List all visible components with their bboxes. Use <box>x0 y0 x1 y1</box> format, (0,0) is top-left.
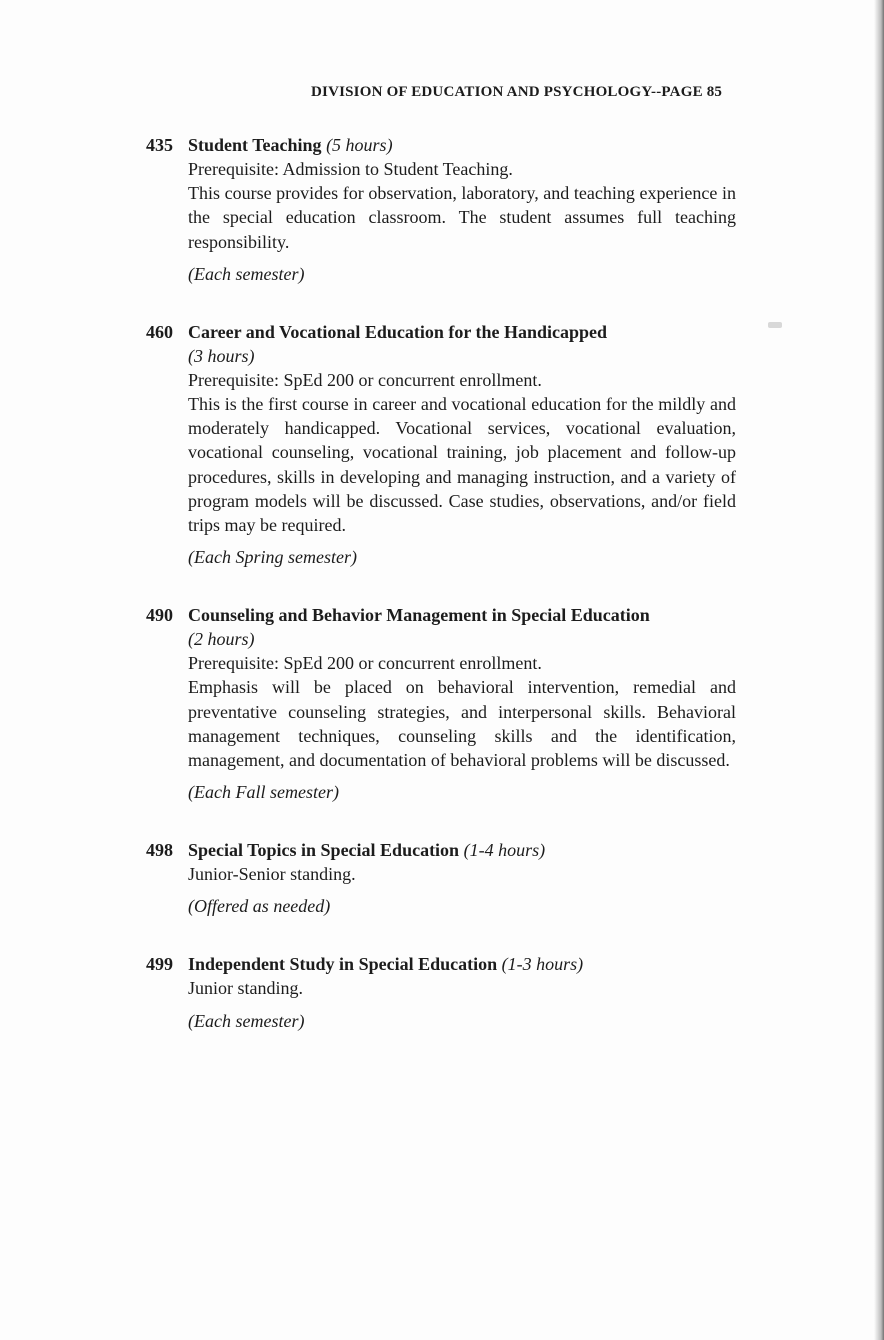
course-title: Special Topics in Special Education <box>188 840 460 861</box>
course-prerequisite: Junior-Senior standing. <box>188 864 356 885</box>
course-prerequisite: Prerequisite: SpEd 200 or concurrent enrollment. <box>188 369 542 390</box>
course-offering: (Offered as needed) <box>188 896 331 917</box>
course-offering: (Each Spring semester) <box>188 547 357 568</box>
course-description: This course provides for observation, laboratory, and teaching experience in the special education classroom. The student assumes full teaching responsibility. <box>188 183 736 252</box>
course-title-line <box>188 320 736 344</box>
course-title-line <box>188 838 736 862</box>
course-435 <box>146 133 746 286</box>
course-list <box>146 133 746 1063</box>
course-number: 498 <box>146 840 173 861</box>
course-offering: (Each semester) <box>188 1010 305 1031</box>
course-body <box>188 320 736 569</box>
course-title: Counseling and Behavior Management in Special Education <box>188 605 650 626</box>
course-490 <box>146 603 746 804</box>
course-prerequisite: Junior standing. <box>188 978 303 999</box>
course-title: Student Teaching <box>188 135 322 155</box>
course-prerequisite: Prerequisite: SpEd 200 or concurrent enrollment. <box>188 653 542 674</box>
course-hours: (5 hours) <box>326 135 393 155</box>
page-header: DIVISION OF EDUCATION AND PSYCHOLOGY--PAGE 85 <box>311 84 723 100</box>
course-hours: (2 hours) <box>188 629 255 650</box>
course-title: Career and Vocational Education for the Handicapped <box>188 321 608 342</box>
course-body <box>188 603 736 804</box>
course-499 <box>146 952 746 1032</box>
course-number: 435 <box>146 135 173 155</box>
page-edge-shadow <box>874 0 884 1340</box>
course-body <box>188 952 736 1032</box>
course-number: 490 <box>146 605 173 626</box>
scan-speck <box>768 322 782 328</box>
course-offering: (Each Fall semester) <box>188 782 339 803</box>
course-description: Emphasis will be placed on behavioral intervention, remedial and preventative counseling strategies, and interpersonal skills. Behavioral management techniques, counseling skills and the identification, management, and documentation of behavioral problems will be discussed. <box>188 677 736 771</box>
course-hours: (3 hours) <box>188 345 255 366</box>
course-498 <box>146 838 746 918</box>
course-description: This is the first course in career and vocational education for the mildly and moderately handicapped. Vocational services, vocational evaluation, vocational counseling, vocational training, job placement and follow-up procedures, skills in developing and managing instruction, and a variety of program models will be discussed. Case studies, observations, and/or field trips may be required. <box>188 394 736 536</box>
course-title: Independent Study in Special Education <box>188 954 498 975</box>
course-number: 460 <box>146 321 173 342</box>
course-460 <box>146 320 746 569</box>
course-hours: (1-4 hours) <box>463 840 546 861</box>
course-offering: (Each semester) <box>188 263 305 284</box>
course-title-line <box>188 952 736 976</box>
course-prerequisite: Prerequisite: Admission to Student Teaching. <box>188 159 513 179</box>
course-body <box>188 838 736 918</box>
course-body <box>188 133 736 286</box>
course-number: 499 <box>146 954 173 975</box>
course-hours: (1-3 hours) <box>501 954 584 975</box>
course-title-line <box>188 133 736 157</box>
course-title-line <box>188 603 736 627</box>
